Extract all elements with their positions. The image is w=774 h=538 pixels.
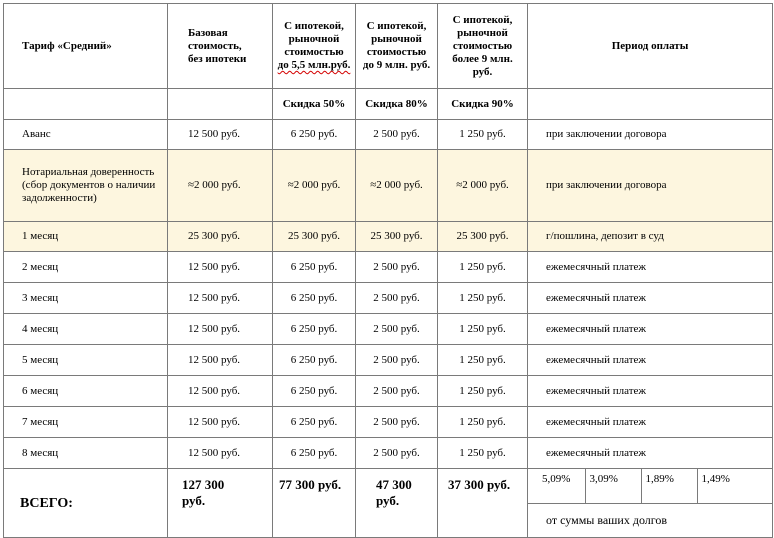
total-row [4,469,773,504]
percent-value: 1,89% [641,469,697,503]
total-mortgage-over-9: 37 300 руб. [438,469,528,538]
table-row: 4 месяц 12 500 руб. 6 250 руб. 2 500 руб. 1 250 руб. ежемесячный платеж [4,314,773,345]
tariff-table [3,3,773,538]
table-row: 6 месяц 12 500 руб. 6 250 руб. 2 500 руб. 1 250 руб. ежемесячный платеж [4,376,773,407]
discount-50: Скидка 50% [273,89,356,120]
header-base-cost: Базовая стоимость, без ипотеки [168,4,273,89]
header-mortgage-9: С ипотекой, рыночной стоимостью до 9 млн. руб. [356,4,438,89]
discount-90: Скидка 90% [438,89,528,120]
total-base: 127 300 руб. [168,469,273,538]
table-row: 5 месяц 12 500 руб. 6 250 руб. 2 500 руб. 1 250 руб. ежемесячный платеж [4,345,773,376]
table-row: 3 месяц 12 500 руб. 6 250 руб. 2 500 руб. 1 250 руб. ежемесячный платеж [4,283,773,314]
percent-value: 3,09% [585,469,641,503]
table-row: 2 месяц 12 500 руб. 6 250 руб. 2 500 руб. 1 250 руб. ежемесячный платеж [4,252,773,283]
percent-value: 5,09% [528,469,585,503]
table-row: Нотариальная доверенность (сбор документов о наличии задолженности) ≈2 000 руб. ≈2 000 руб. ≈2 000 руб. ≈2 000 руб. при заключении договора [4,150,773,222]
header-row [4,4,773,89]
total-label: ВСЕГО: [4,469,168,538]
header-payment-period: Период оплаты [528,4,773,89]
total-mortgage-9: 47 300 руб. [356,469,438,538]
percent-note: от суммы ваших долгов [528,504,773,538]
discount-80: Скидка 80% [356,89,438,120]
table-row: Аванс 12 500 руб. 6 250 руб. 2 500 руб. 1 250 руб. при заключении договора [4,120,773,150]
table-row: 7 месяц 12 500 руб. 6 250 руб. 2 500 руб. 1 250 руб. ежемесячный платеж [4,407,773,438]
header-mortgage-5-5: С ипотекой, рыночной стоимостью до 5,5 млн.руб. [273,4,356,89]
discount-row [4,89,773,120]
percent-value: 1,49% [701,473,730,485]
percent-cell [528,469,773,504]
table-row: 1 месяц 25 300 руб. 25 300 руб. 25 300 руб. 25 300 руб. г/пошлина, депозит в суд [4,222,773,252]
total-mortgage-5-5: 77 300 руб. [273,469,356,538]
header-mortgage-over-9: С ипотекой, рыночной стоимостью более 9 млн. руб. [438,4,528,89]
table-row: 8 месяц 12 500 руб. 6 250 руб. 2 500 руб. 1 250 руб. ежемесячный платеж [4,438,773,469]
header-tariff: Тариф «Средний» [4,4,168,89]
